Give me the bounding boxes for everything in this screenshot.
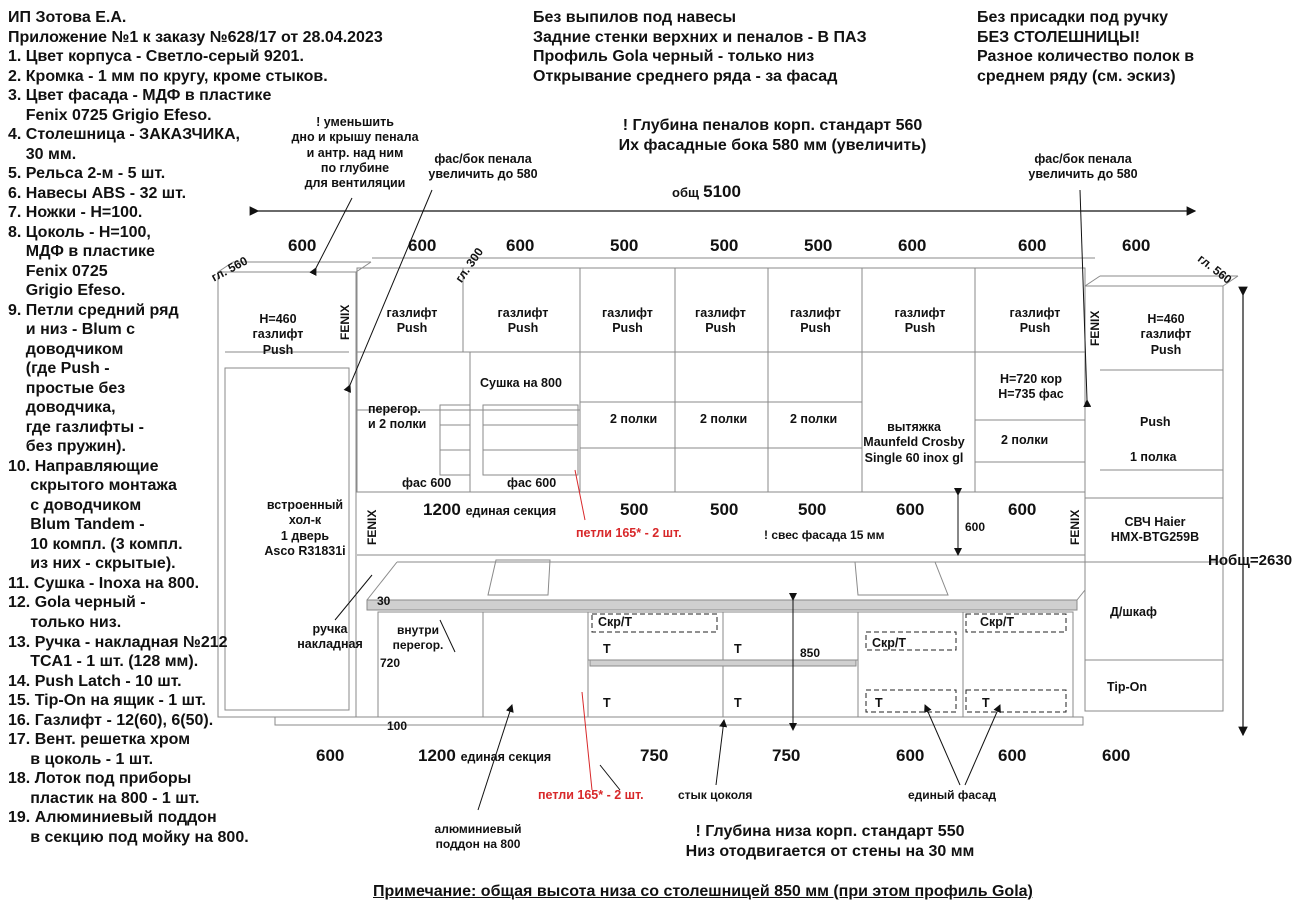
label-line: 1 дверь bbox=[280, 528, 330, 543]
bottom-dim: 600 bbox=[896, 746, 925, 765]
shelves-label: 2 полки bbox=[700, 412, 748, 426]
overhang-note: ! свес фасада 15 мм bbox=[764, 528, 885, 542]
note-front-side-left bbox=[413, 152, 553, 183]
hood-label: вытяжка Maunfeld Crosby Single 60 inox gl bbox=[863, 420, 965, 465]
spec-line: Открывание среднего ряда - за фасад bbox=[533, 67, 838, 85]
note-line: фас/бок пенала bbox=[434, 152, 532, 166]
fenix-label: FENIX bbox=[1068, 509, 1082, 545]
spec-line: Приложение №1 к заказу №628/17 от 28.04.2023 bbox=[8, 28, 383, 46]
spec-line: 4. Столешница - ЗАКАЗЧИКА, bbox=[8, 126, 240, 144]
bottom-dim: 600 bbox=[1102, 746, 1131, 765]
gap-dim: 600 bbox=[965, 520, 986, 534]
gaslift-label: газлифт Push bbox=[695, 306, 746, 336]
gaslift-label: газлифт Push bbox=[1009, 306, 1061, 336]
depth-300-label: гл. 300 bbox=[452, 245, 487, 286]
spec-line: доводчиком bbox=[8, 340, 124, 358]
spec-line: с доводчиком bbox=[8, 496, 142, 514]
mid-dim: 600 bbox=[1008, 500, 1037, 519]
spec-line: 12. Gola черный - bbox=[8, 594, 146, 612]
inside-partition-label: внутри перегор. bbox=[392, 623, 444, 652]
height-720-label: H=720 кор H=735 фас bbox=[998, 372, 1064, 402]
spec-line: 19. Алюминиевый поддон bbox=[8, 809, 217, 827]
note-line: ! уменьшить bbox=[316, 115, 394, 129]
spec-line: 5. Рельса 2-м - 5 шт. bbox=[8, 165, 166, 183]
spec-line: Blum Tandem - bbox=[8, 516, 145, 534]
top-dim: 500 bbox=[610, 236, 639, 255]
drawer-t-label: Т bbox=[603, 642, 611, 656]
gaslift-label: газлифт Push bbox=[497, 306, 549, 336]
note-line: увеличить до 580 bbox=[428, 167, 538, 182]
mid-dim: 600 bbox=[896, 500, 925, 519]
label-line: встроенный bbox=[266, 498, 344, 512]
drawer-t-label: Т bbox=[734, 642, 742, 656]
spec-line: Fenix 0725 Grigio Efeso. bbox=[8, 106, 212, 124]
total-width-label: общ 5100 bbox=[672, 182, 741, 201]
mid-dim: 1200 единая секция bbox=[423, 500, 557, 519]
label-line: хол-к bbox=[288, 513, 322, 528]
spec-line: простые без bbox=[8, 379, 126, 397]
gaslift-label: газлифт Push bbox=[894, 306, 946, 336]
single-front-label: единый фасад bbox=[908, 788, 997, 802]
spec-line: только низ. bbox=[8, 613, 122, 631]
top-dim: 500 bbox=[804, 236, 833, 255]
spec-line: 1. Цвет корпуса - Светло-серый 9201. bbox=[8, 48, 304, 66]
spec-line: 6. Навесы ABS - 32 шт. bbox=[8, 184, 187, 202]
note-line: по глубине bbox=[320, 160, 390, 175]
handle-label: ручка накладная bbox=[297, 622, 363, 652]
total-height-label: Нобщ=2630 bbox=[1208, 552, 1293, 569]
label-line: H=460 bbox=[1147, 312, 1185, 326]
spec-line: из них - скрытые). bbox=[8, 555, 176, 573]
depth-right-label: гл. 560 bbox=[1195, 251, 1235, 287]
fridge-label bbox=[255, 498, 355, 559]
note-line: и антр. над ним bbox=[306, 145, 404, 160]
left-pantry-label bbox=[222, 312, 334, 358]
spec-line: ИП Зотова Е.А. bbox=[8, 9, 127, 26]
dim-720: 720 bbox=[380, 656, 401, 670]
spec-line: БЕЗ СТОЛЕШНИЦЫ! bbox=[977, 28, 1140, 46]
mid-dim: 500 bbox=[620, 500, 649, 519]
hidden-drawer-label: Скр/Т bbox=[980, 615, 1015, 629]
shelves-label: 2 полки bbox=[610, 412, 658, 426]
spec-line: (где Push - bbox=[8, 360, 110, 378]
spec-line: без пружин). bbox=[8, 438, 126, 456]
tipon-label: Tip-On bbox=[1107, 680, 1148, 694]
gaslift-label: газлифт Push bbox=[790, 306, 841, 336]
bottom-dim: 600 bbox=[316, 746, 345, 765]
spec-line: среднем ряду (см. эскиз) bbox=[977, 67, 1176, 85]
drawer-t-label: Т bbox=[875, 696, 883, 710]
note-reduce-depth bbox=[280, 115, 430, 191]
top-dim: 600 bbox=[288, 236, 317, 255]
spec-line: в цоколь - 1 шт. bbox=[8, 750, 154, 768]
spec-line: 13. Ручка - накладная №212 bbox=[8, 633, 228, 651]
spec-line: Задние стенки верхних и пеналов - В ПАЗ bbox=[533, 28, 867, 46]
hob bbox=[855, 562, 948, 595]
header-center-notes bbox=[533, 8, 867, 86]
spec-line: 2. Кромка - 1 мм по кругу, кроме стыков. bbox=[8, 67, 328, 85]
drawer-t-label: Т bbox=[982, 696, 990, 710]
worktop bbox=[367, 600, 1077, 610]
note-line: Их фасадные бока 580 мм (увеличить) bbox=[618, 136, 927, 154]
dim-100: 100 bbox=[387, 719, 408, 733]
depth-left-label: гл. 560 bbox=[208, 253, 250, 285]
shelves-label: 2 полки bbox=[790, 412, 838, 426]
drying-rack-label: Сушка на 800 bbox=[480, 376, 562, 390]
drawer-t-label: Т bbox=[734, 696, 742, 710]
sink bbox=[488, 560, 550, 595]
depth-note-bottom bbox=[640, 822, 1020, 861]
spec-line: 10 компл. (3 компл. bbox=[8, 535, 183, 553]
spec-line: где газлифты - bbox=[8, 418, 144, 436]
label-line: Push bbox=[1150, 342, 1182, 357]
note-line: ! Глубина низа корп. стандарт 550 bbox=[695, 823, 965, 840]
aluminium-tray-label: алюминиевый поддон на 800 bbox=[434, 822, 522, 851]
spec-line: 14. Push Latch - 10 шт. bbox=[8, 672, 182, 690]
spec-line: МДФ в пластике bbox=[8, 243, 155, 261]
hidden-drawer-label: Скр/Т bbox=[872, 636, 907, 650]
spec-line: 15. Tip-On на ящик - 1 шт. bbox=[8, 692, 206, 710]
spec-line: 30 мм. bbox=[8, 145, 77, 163]
note-line: Низ отодвигается от стены на 30 мм bbox=[685, 842, 975, 860]
label-line: Asco R31831i bbox=[264, 543, 346, 558]
note-line: ! Глубина пеналов корп. стандарт 560 bbox=[622, 117, 923, 134]
dim-30: 30 bbox=[377, 594, 391, 608]
spec-line: Без выпилов под навесы bbox=[533, 9, 737, 26]
hinges-note-lower: петли 165* - 2 шт. bbox=[538, 788, 644, 802]
partition-label: перегор. и 2 полки bbox=[368, 402, 427, 432]
spec-line: 16. Газлифт - 12(60), 6(50). bbox=[8, 711, 214, 729]
spec-line: Fenix 0725 bbox=[8, 262, 108, 280]
bottom-dim: 750 bbox=[772, 746, 801, 765]
spec-line: 8. Цоколь - H=100, bbox=[8, 223, 151, 241]
fenix-label: FENIX bbox=[1088, 310, 1102, 346]
spec-line: скрытого монтажа bbox=[8, 477, 177, 495]
spec-line: 7. Ножки - H=100. bbox=[8, 204, 143, 222]
microwave-label: СВЧ Haier HMX-BTG259B bbox=[1110, 515, 1200, 545]
top-dim: 600 bbox=[506, 236, 535, 255]
header-right-notes bbox=[977, 8, 1194, 86]
top-dim: 600 bbox=[408, 236, 437, 255]
spec-line: 3. Цвет фасада - МДФ в пластике bbox=[8, 87, 272, 105]
note-line: фас/бок пенала bbox=[1034, 152, 1132, 166]
gaslift-label: газлифт Push bbox=[602, 306, 653, 336]
mid-dim: 500 bbox=[798, 500, 827, 519]
spec-line: 10. Направляющие bbox=[8, 457, 159, 475]
top-dim: 600 bbox=[1122, 236, 1151, 255]
top-dim: 600 bbox=[898, 236, 927, 255]
spec-line: 18. Лоток под приборы bbox=[8, 770, 192, 788]
plinth-joint-label: стык цоколя bbox=[678, 788, 753, 802]
label-line: Push bbox=[262, 342, 294, 357]
fenix-label: FENIX bbox=[365, 509, 379, 545]
mid-dim: 500 bbox=[710, 500, 739, 519]
spec-line: 17. Вент. решетка хром bbox=[8, 731, 191, 749]
drawer-t-label: Т bbox=[603, 696, 611, 710]
fenix-label: FENIX bbox=[338, 304, 352, 340]
push-label: Push bbox=[1140, 415, 1171, 429]
spec-line: 9. Петли средний ряд bbox=[8, 301, 179, 319]
spec-line: Без присадки под ручку bbox=[977, 9, 1168, 26]
spec-line: в секцию под мойку на 800. bbox=[8, 828, 249, 846]
dishwasher-label: Д/шкаф bbox=[1110, 605, 1157, 619]
front-600-label: фас 600 bbox=[507, 476, 557, 490]
front-600-label: фас 600 bbox=[402, 476, 452, 490]
note-line: дно и крышу пенала bbox=[291, 130, 419, 145]
right-pantry-label bbox=[1110, 312, 1222, 358]
spec-line: Профиль Gola черный - только низ bbox=[533, 48, 815, 66]
spec-line: пластик на 800 - 1 шт. bbox=[8, 789, 200, 807]
footer-note: Примечание: общая высота низа со столешницей 850 мм (при этом профиль Gola) bbox=[373, 883, 1033, 900]
label-line: газлифт bbox=[1140, 327, 1192, 342]
note-front-side-right bbox=[1013, 152, 1153, 183]
one-shelf-label: 1 полка bbox=[1130, 450, 1177, 464]
label-line: H=460 bbox=[259, 312, 297, 326]
spec-line: TCA1 - 1 шт. (128 мм). bbox=[8, 653, 199, 671]
hidden-drawer-label: Скр/Т bbox=[598, 615, 633, 629]
bottom-dim: 1200 единая секция bbox=[418, 746, 552, 765]
top-dim: 600 bbox=[1018, 236, 1047, 255]
note-line: увеличить до 580 bbox=[1028, 167, 1138, 182]
gaslift-label: газлифт Push bbox=[386, 306, 438, 336]
spec-line: Grigio Efeso. bbox=[8, 282, 126, 300]
spec-line: 11. Сушка - Inoxa на 800. bbox=[8, 574, 200, 592]
shelves-label: 2 полки bbox=[1001, 433, 1049, 447]
hinges-note: петли 165* - 2 шт. bbox=[576, 526, 682, 540]
bottom-dim: 600 bbox=[998, 746, 1027, 765]
label-line: газлифт bbox=[252, 327, 304, 342]
dim-850: 850 bbox=[800, 646, 821, 660]
depth-note-top bbox=[580, 116, 965, 155]
spec-line: Разное количество полок в bbox=[977, 48, 1195, 66]
top-dim: 500 bbox=[710, 236, 739, 255]
note-line: для вентиляции bbox=[304, 176, 406, 190]
bottom-dim: 750 bbox=[640, 746, 669, 765]
spec-line: доводчика, bbox=[8, 399, 116, 417]
spec-line: и низ - Blum с bbox=[8, 321, 136, 339]
